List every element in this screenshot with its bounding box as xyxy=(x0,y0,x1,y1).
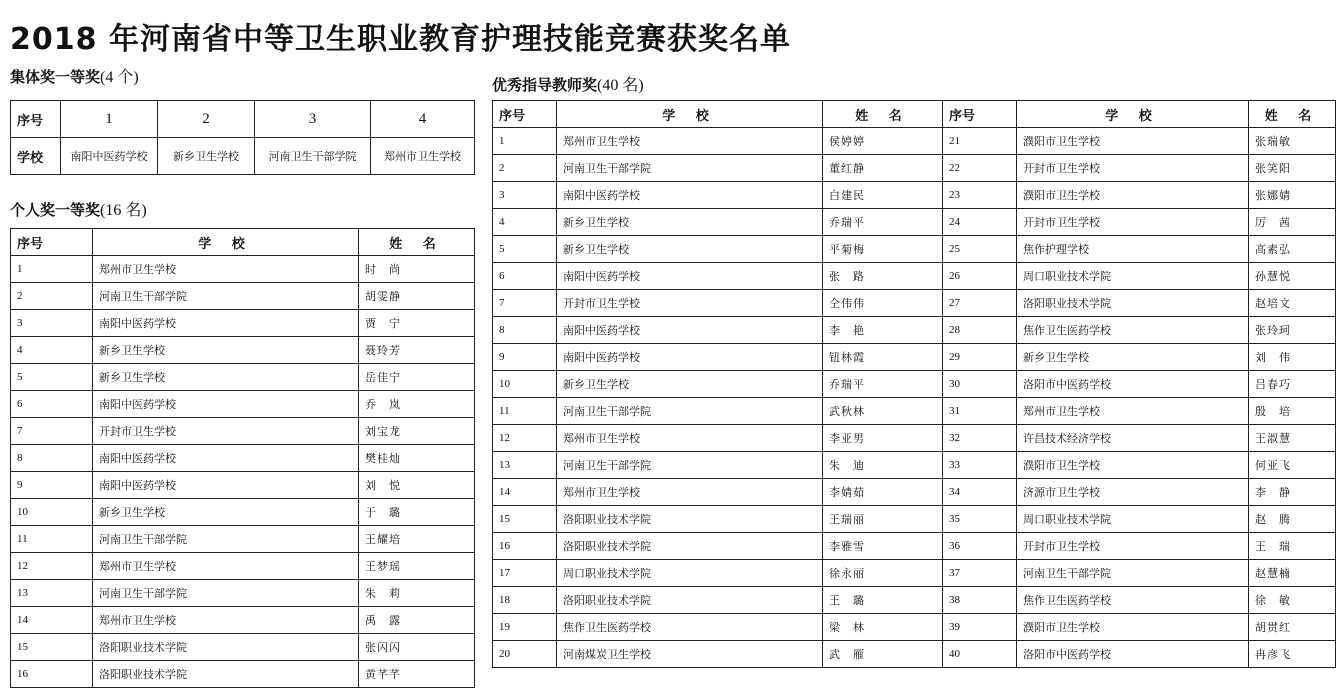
cell-school: 洛阳市中医药学校 xyxy=(1017,371,1249,398)
cell-seq: 21 xyxy=(943,128,1017,155)
table-row xyxy=(11,526,475,553)
cell-name: 赵 腾 xyxy=(1249,506,1336,533)
cell-school: 郑州市卫生学校 xyxy=(557,425,823,452)
cell-name: 孙慧悦 xyxy=(1249,263,1336,290)
cell-name: 黄芊芊 xyxy=(359,661,475,688)
cell-seq: 12 xyxy=(11,553,93,580)
cell-school: 新乡卫生学校 xyxy=(557,236,823,263)
cell-school: 南阳中医药学校 xyxy=(557,317,823,344)
cell-seq: 1 xyxy=(11,256,93,283)
cell-school: 南阳中医药学校 xyxy=(557,263,823,290)
cell-seq: 22 xyxy=(943,155,1017,182)
cell-name: 岳佳宁 xyxy=(359,364,475,391)
cell-seq: 11 xyxy=(11,526,93,553)
cell-name: 王 璐 xyxy=(823,587,943,614)
collective-school: 南阳中医药学校 xyxy=(61,138,158,175)
cell-seq: 9 xyxy=(493,344,557,371)
cell-seq: 20 xyxy=(493,641,557,668)
teacher-heading-text: 优秀指导教师奖 xyxy=(492,76,598,94)
cell-school: 周口职业技术学院 xyxy=(557,560,823,587)
teacher-award-table xyxy=(492,100,1336,668)
cell-name: 王耀培 xyxy=(359,526,475,553)
cell-school: 河南卫生干部学院 xyxy=(1017,560,1249,587)
table-row xyxy=(11,661,475,688)
table-row xyxy=(11,418,475,445)
cell-seq: 7 xyxy=(11,418,93,445)
collective-school: 新乡卫生学校 xyxy=(158,138,255,175)
table-row xyxy=(493,344,1336,371)
cell-school: 焦作卫生医药学校 xyxy=(1017,587,1249,614)
table-row xyxy=(493,506,1336,533)
cell-name: 张瑞敏 xyxy=(1249,128,1336,155)
cell-school: 新乡卫生学校 xyxy=(93,499,359,526)
cell-school: 南阳中医药学校 xyxy=(93,445,359,472)
cell-name: 殷 培 xyxy=(1249,398,1336,425)
cell-school: 开封市卫生学校 xyxy=(93,418,359,445)
cell-school: 焦作卫生医药学校 xyxy=(557,614,823,641)
cell-seq: 15 xyxy=(11,634,93,661)
table-row xyxy=(11,499,475,526)
cell-school: 郑州市卫生学校 xyxy=(93,553,359,580)
cell-seq: 29 xyxy=(943,344,1017,371)
table-row xyxy=(493,425,1336,452)
collective-num: 4 xyxy=(371,101,475,138)
cell-seq: 7 xyxy=(493,290,557,317)
cell-seq: 34 xyxy=(943,479,1017,506)
cell-seq: 5 xyxy=(493,236,557,263)
cell-seq: 32 xyxy=(943,425,1017,452)
cell-seq: 10 xyxy=(11,499,93,526)
cell-school: 济源市卫生学校 xyxy=(1017,479,1249,506)
cell-name: 李 静 xyxy=(1249,479,1336,506)
seq-label: 序号 xyxy=(11,101,61,138)
cell-seq: 24 xyxy=(943,209,1017,236)
cell-school: 新乡卫生学校 xyxy=(93,364,359,391)
table-row xyxy=(493,182,1336,209)
cell-name: 张笑阳 xyxy=(1249,155,1336,182)
cell-school: 南阳中医药学校 xyxy=(557,344,823,371)
collective-num: 1 xyxy=(61,101,158,138)
cell-school: 周口职业技术学院 xyxy=(1017,506,1249,533)
col-header-name: 姓 名 xyxy=(823,101,943,128)
cell-school: 河南卫生干部学院 xyxy=(557,452,823,479)
cell-name: 武秋林 xyxy=(823,398,943,425)
cell-school: 许昌技术经济学校 xyxy=(1017,425,1249,452)
col-header-school: 学 校 xyxy=(1017,101,1249,128)
table-row xyxy=(493,479,1336,506)
cell-name: 朱 迪 xyxy=(823,452,943,479)
table-row xyxy=(11,634,475,661)
col-header-seq: 序号 xyxy=(11,229,93,256)
table-row xyxy=(493,155,1336,182)
cell-name: 董红静 xyxy=(823,155,943,182)
cell-school: 河南卫生干部学院 xyxy=(93,580,359,607)
cell-name: 乔瑞平 xyxy=(823,209,943,236)
cell-school: 开封市卫生学校 xyxy=(1017,533,1249,560)
cell-seq: 13 xyxy=(493,452,557,479)
table-row xyxy=(11,283,475,310)
cell-seq: 27 xyxy=(943,290,1017,317)
cell-name: 侯婷婷 xyxy=(823,128,943,155)
cell-name: 王淑慧 xyxy=(1249,425,1336,452)
cell-name: 白建民 xyxy=(823,182,943,209)
collective-seq-row xyxy=(11,101,475,138)
cell-name: 朱 莉 xyxy=(359,580,475,607)
cell-school: 河南卫生干部学院 xyxy=(93,526,359,553)
table-row xyxy=(11,607,475,634)
individual-heading-text: 个人奖一等奖 xyxy=(10,201,101,219)
col-header-school: 学 校 xyxy=(557,101,823,128)
cell-name: 厉 茜 xyxy=(1249,209,1336,236)
cell-seq: 14 xyxy=(493,479,557,506)
cell-name: 何亚飞 xyxy=(1249,452,1336,479)
cell-name: 李亚男 xyxy=(823,425,943,452)
cell-name: 梁 林 xyxy=(823,614,943,641)
collective-school: 河南卫生干部学院 xyxy=(255,138,371,175)
cell-name: 王 瑞 xyxy=(1249,533,1336,560)
cell-school: 河南卫生干部学院 xyxy=(557,398,823,425)
cell-seq: 6 xyxy=(11,391,93,418)
table-row xyxy=(493,263,1336,290)
teacher-count: (40 名) xyxy=(597,77,644,94)
table-row xyxy=(11,337,475,364)
cell-name: 赵培文 xyxy=(1249,290,1336,317)
col-header-name: 姓 名 xyxy=(1249,101,1336,128)
cell-name: 乔 岚 xyxy=(359,391,475,418)
cell-seq: 37 xyxy=(943,560,1017,587)
cell-name: 王梦瑶 xyxy=(359,553,475,580)
cell-name: 于 璐 xyxy=(359,499,475,526)
cell-seq: 1 xyxy=(493,128,557,155)
table-row xyxy=(493,371,1336,398)
table-header-row xyxy=(11,229,475,256)
col-header-seq: 序号 xyxy=(493,101,557,128)
cell-school: 洛阳职业技术学院 xyxy=(557,506,823,533)
cell-name: 武 雁 xyxy=(823,641,943,668)
cell-school: 洛阳职业技术学院 xyxy=(93,634,359,661)
cell-seq: 23 xyxy=(943,182,1017,209)
cell-school: 河南煤炭卫生学校 xyxy=(557,641,823,668)
cell-name: 乔瑞平 xyxy=(823,371,943,398)
table-row xyxy=(11,310,475,337)
cell-school: 新乡卫生学校 xyxy=(557,371,823,398)
cell-school: 濮阳市卫生学校 xyxy=(1017,128,1249,155)
table-row xyxy=(11,364,475,391)
cell-school: 河南卫生干部学院 xyxy=(557,155,823,182)
cell-seq: 28 xyxy=(943,317,1017,344)
cell-name: 贾 宁 xyxy=(359,310,475,337)
cell-name: 禹 露 xyxy=(359,607,475,634)
table-row xyxy=(493,614,1336,641)
cell-seq: 4 xyxy=(493,209,557,236)
cell-seq: 4 xyxy=(11,337,93,364)
cell-school: 南阳中医药学校 xyxy=(93,310,359,337)
cell-name: 仝伟伟 xyxy=(823,290,943,317)
cell-seq: 9 xyxy=(11,472,93,499)
cell-seq: 26 xyxy=(943,263,1017,290)
cell-seq: 25 xyxy=(943,236,1017,263)
cell-name: 刘 悦 xyxy=(359,472,475,499)
cell-seq: 35 xyxy=(943,506,1017,533)
cell-name: 吕春巧 xyxy=(1249,371,1336,398)
individual-table-body xyxy=(11,256,475,688)
cell-school: 郑州市卫生学校 xyxy=(93,256,359,283)
collective-num: 2 xyxy=(158,101,255,138)
cell-school: 周口职业技术学院 xyxy=(1017,263,1249,290)
cell-seq: 19 xyxy=(493,614,557,641)
table-row xyxy=(11,472,475,499)
cell-name: 李雅雪 xyxy=(823,533,943,560)
cell-name: 李婧茹 xyxy=(823,479,943,506)
cell-name: 刘宝龙 xyxy=(359,418,475,445)
table-row xyxy=(493,398,1336,425)
cell-seq: 16 xyxy=(11,661,93,688)
table-row xyxy=(11,553,475,580)
table-header-row xyxy=(493,101,1336,128)
cell-name: 张玲珂 xyxy=(1249,317,1336,344)
cell-name: 李 艳 xyxy=(823,317,943,344)
cell-name: 高素弘 xyxy=(1249,236,1336,263)
cell-seq: 16 xyxy=(493,533,557,560)
cell-seq: 5 xyxy=(11,364,93,391)
collective-school: 郑州市卫生学校 xyxy=(371,138,475,175)
individual-award-heading xyxy=(10,197,147,220)
cell-school: 新乡卫生学校 xyxy=(93,337,359,364)
cell-school: 洛阳职业技术学院 xyxy=(1017,290,1249,317)
cell-name: 钮林霞 xyxy=(823,344,943,371)
table-row xyxy=(493,560,1336,587)
cell-seq: 11 xyxy=(493,398,557,425)
cell-school: 郑州市卫生学校 xyxy=(557,128,823,155)
table-row xyxy=(493,128,1336,155)
cell-seq: 6 xyxy=(493,263,557,290)
cell-seq: 8 xyxy=(493,317,557,344)
cell-seq: 13 xyxy=(11,580,93,607)
table-row xyxy=(11,445,475,472)
cell-school: 南阳中医药学校 xyxy=(93,391,359,418)
cell-school: 濮阳市卫生学校 xyxy=(1017,182,1249,209)
cell-seq: 40 xyxy=(943,641,1017,668)
col-header-school: 学 校 xyxy=(93,229,359,256)
individual-award-table xyxy=(10,228,475,688)
cell-seq: 39 xyxy=(943,614,1017,641)
individual-count: (16 名) xyxy=(100,202,147,219)
cell-school: 郑州市卫生学校 xyxy=(557,479,823,506)
cell-school: 开封市卫生学校 xyxy=(1017,209,1249,236)
cell-school: 郑州市卫生学校 xyxy=(1017,398,1249,425)
cell-school: 南阳中医药学校 xyxy=(93,472,359,499)
cell-seq: 10 xyxy=(493,371,557,398)
cell-seq: 30 xyxy=(943,371,1017,398)
cell-seq: 8 xyxy=(11,445,93,472)
cell-school: 濮阳市卫生学校 xyxy=(1017,614,1249,641)
collective-award-table xyxy=(10,100,475,175)
cell-seq: 18 xyxy=(493,587,557,614)
cell-name: 樊桂灿 xyxy=(359,445,475,472)
cell-school: 开封市卫生学校 xyxy=(1017,155,1249,182)
cell-seq: 3 xyxy=(11,310,93,337)
table-row xyxy=(493,641,1336,668)
cell-name: 平菊梅 xyxy=(823,236,943,263)
cell-school: 洛阳职业技术学院 xyxy=(557,533,823,560)
cell-school: 洛阳市中医药学校 xyxy=(1017,641,1249,668)
col-header-name: 姓 名 xyxy=(359,229,475,256)
cell-seq: 2 xyxy=(493,155,557,182)
table-row xyxy=(11,256,475,283)
table-row xyxy=(493,290,1336,317)
cell-seq: 36 xyxy=(943,533,1017,560)
collective-heading-text: 集体奖一等奖 xyxy=(10,68,101,86)
cell-school: 焦作护理学校 xyxy=(1017,236,1249,263)
cell-name: 冉彦飞 xyxy=(1249,641,1336,668)
cell-seq: 15 xyxy=(493,506,557,533)
teacher-table-body xyxy=(493,128,1336,668)
table-row xyxy=(493,209,1336,236)
collective-num: 3 xyxy=(255,101,371,138)
table-row xyxy=(493,236,1336,263)
cell-name: 徐 敏 xyxy=(1249,587,1336,614)
cell-school: 焦作卫生医药学校 xyxy=(1017,317,1249,344)
cell-name: 刘 伟 xyxy=(1249,344,1336,371)
cell-seq: 17 xyxy=(493,560,557,587)
cell-name: 张娜婧 xyxy=(1249,182,1336,209)
table-row xyxy=(493,587,1336,614)
cell-name: 张 路 xyxy=(823,263,943,290)
cell-seq: 12 xyxy=(493,425,557,452)
cell-school: 南阳中医药学校 xyxy=(557,182,823,209)
col-header-seq: 序号 xyxy=(943,101,1017,128)
table-row xyxy=(493,317,1336,344)
cell-seq: 33 xyxy=(943,452,1017,479)
cell-school: 洛阳职业技术学院 xyxy=(557,587,823,614)
table-row xyxy=(11,391,475,418)
cell-school: 新乡卫生学校 xyxy=(557,209,823,236)
cell-seq: 31 xyxy=(943,398,1017,425)
cell-name: 徐永丽 xyxy=(823,560,943,587)
cell-school: 新乡卫生学校 xyxy=(1017,344,1249,371)
cell-school: 开封市卫生学校 xyxy=(557,290,823,317)
cell-name: 张闪闪 xyxy=(359,634,475,661)
cell-seq: 14 xyxy=(11,607,93,634)
cell-name: 赵慧楠 xyxy=(1249,560,1336,587)
cell-seq: 3 xyxy=(493,182,557,209)
collective-count: (4 个) xyxy=(100,69,139,86)
teacher-award-heading xyxy=(492,72,644,95)
school-label: 学校 xyxy=(11,138,61,175)
cell-name: 胡贯红 xyxy=(1249,614,1336,641)
cell-school: 洛阳职业技术学院 xyxy=(93,661,359,688)
collective-school-row xyxy=(11,138,475,175)
cell-name: 时 尚 xyxy=(359,256,475,283)
table-row xyxy=(11,580,475,607)
cell-seq: 38 xyxy=(943,587,1017,614)
cell-school: 濮阳市卫生学校 xyxy=(1017,452,1249,479)
cell-seq: 2 xyxy=(11,283,93,310)
cell-name: 王瑞丽 xyxy=(823,506,943,533)
collective-award-heading xyxy=(10,64,139,87)
table-row xyxy=(493,452,1336,479)
page-title: 2018 年河南省中等卫生职业教育护理技能竞赛获奖名单 xyxy=(10,22,791,57)
cell-name: 胡雯静 xyxy=(359,283,475,310)
cell-name: 聂玲芳 xyxy=(359,337,475,364)
cell-school: 河南卫生干部学院 xyxy=(93,283,359,310)
cell-school: 郑州市卫生学校 xyxy=(93,607,359,634)
table-row xyxy=(493,533,1336,560)
